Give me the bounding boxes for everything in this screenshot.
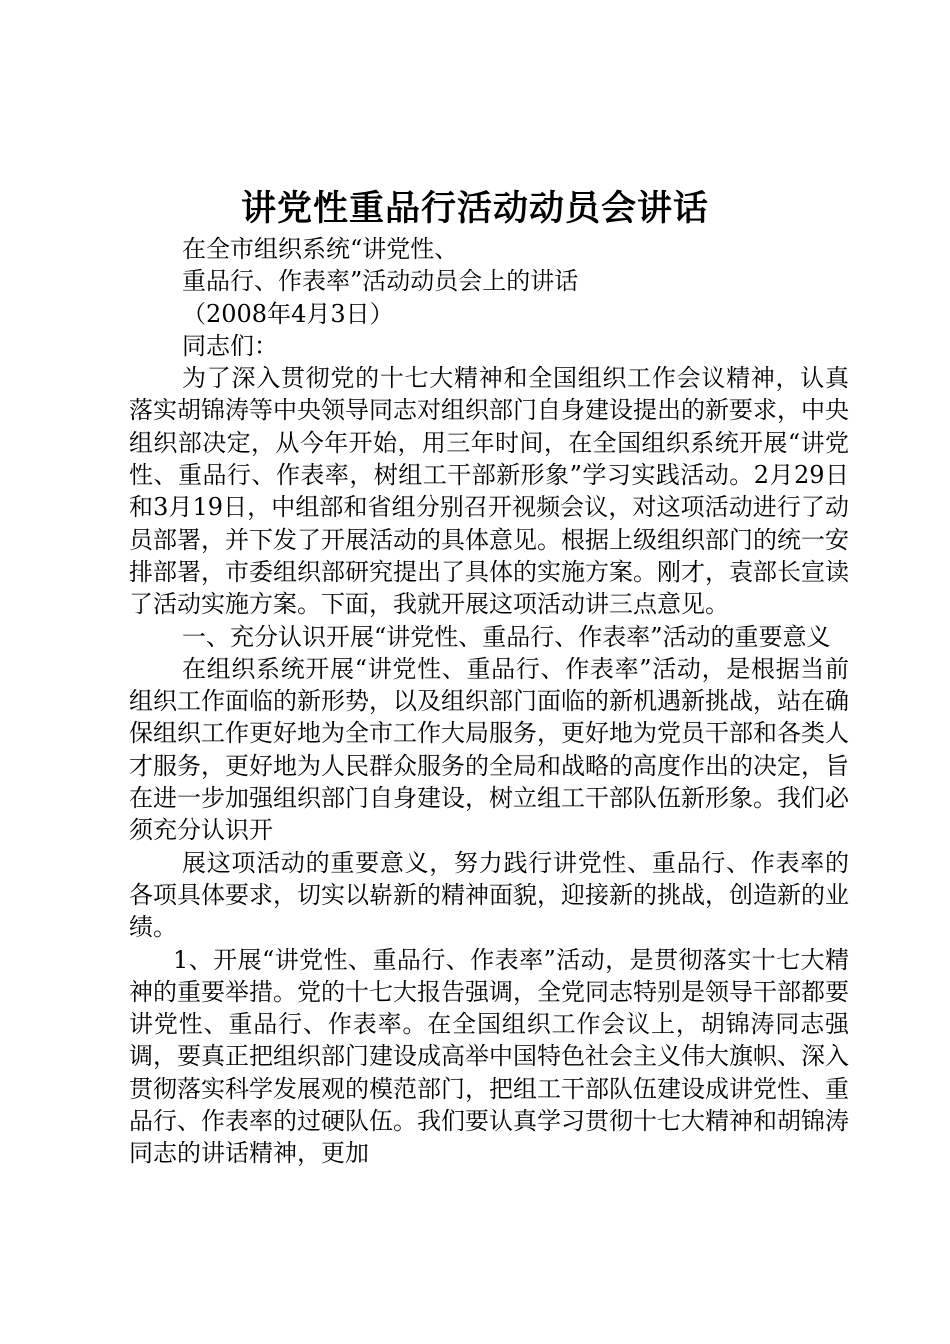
document-title: 讲党性重品行活动动员会讲话 <box>240 188 709 229</box>
body-paragraph: 展这项活动的重要意义，努力践行讲党性、重品行、作表率的各项具体要求，切实以崭新的精神面貌，迎接新的挑战，创造新的业绩。 <box>129 848 849 942</box>
salutation: 同志们： <box>182 331 278 360</box>
document-body <box>129 233 849 1170</box>
section-heading: 一、充分认识开展“讲党性、重品行、作表率”活动的重要意义 <box>182 622 831 651</box>
subtitle-line-1: 在全市组织系统“讲党性、 <box>182 235 459 263</box>
body-paragraph: 1、开展“讲党性、重品行、作表率”活动，是贯彻落实十七大精神的重要举措。党的十七大报告强调，全党同志特别是领导干部都要讲党性、重品行、作表率。在全国组织工作会议上，胡锦涛同志强调，要真正把组织部门建设成高举中国特色社会主义伟大旗帜、深入贯彻落实科学发展观的模范部门，把组工干部队伍建设成讲党性、重品行、作表率的过硬队伍。我们要认真学习贯彻十七大精神和胡锦涛同志的讲话精神，更加 <box>129 945 849 1168</box>
body-paragraph: 为了深入贯彻党的十七大精神和全国组织工作会议精神，认真落实胡锦涛等中央领导同志对组织部门自身建设提出的新要求，中央组织部决定，从今年开始，用三年时间，在全国组织系统开展“讲党性、重品行、作表率，树组工干部新形象”学习实践活动。2月29日和3月19日，中组部和省组分别召开视频会议，对这项活动进行了动员部署，并下发了开展活动的具体意见。根据上级组织部门的统一安排部署，市委组织部研究提出了具体的实施方案。刚才，袁部长宣读了活动实施方案。下面，我就开展这项活动讲三点意见。 <box>129 364 849 619</box>
subtitle-line-2: 重品行、作表率”活动动员会上的讲话 <box>182 267 579 296</box>
body-paragraph: 在组织系统开展“讲党性、重品行、作表率”活动，是根据当前组织工作面临的新形势，以及组织部门面临的新机遇新挑战，站在确保组织工作更好地为全市工作大局服务，更好地为党员干部和各类人才服务，更好地为人民群众服务的全局和战略的高度作出的决定，旨在进一步加强组织部门自身建设，树立组工干部队伍新形象。我们必须充分认识开 <box>129 654 849 845</box>
speech-date: （2008年4月3日） <box>182 299 394 328</box>
